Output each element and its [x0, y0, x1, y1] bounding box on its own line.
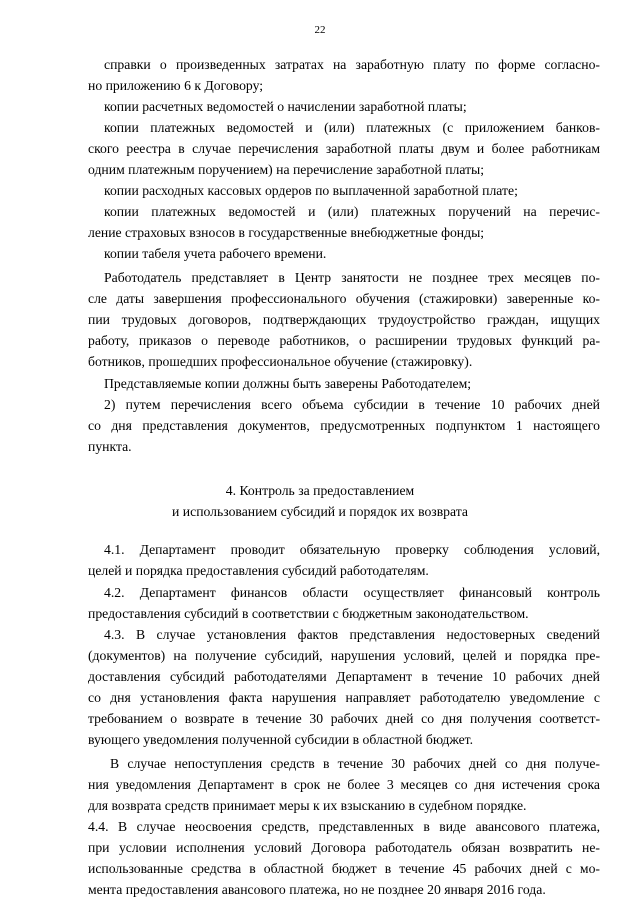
text-line: Представляемые копии должны быть заверены Работодателем;: [104, 376, 472, 391]
text-line: справки о произведенных затратах на заработную плату по форме согласно-: [104, 57, 600, 72]
text-line: ского реестра в случае перечисления заработной платы двум и более работникам: [88, 141, 600, 156]
text-line: 4.2. Департамент финансов области осуществляет финансовый контроль: [104, 585, 600, 600]
text-line: 4.1. Департамент проводит обязательную проверку соблюдения условий,: [104, 542, 600, 557]
text-line: ния уведомления Департамент в срок не более 3 месяцев со дня истечения срока: [88, 777, 600, 792]
text-line: ботников, прошедших профессиональное обучение (стажировку).: [88, 354, 473, 369]
text-line: ление страховых взносов в государственные внебюджетные фонды;: [88, 225, 485, 240]
text-line: 4.3. В случае установления фактов представления недостоверных сведений: [104, 627, 600, 642]
text-line: В случае непоступления средств в течение 30 рабочих дней со дня получе-: [110, 756, 600, 771]
text-line: доставления субсидий работодателями Департамент в течение 10 рабочих дней: [88, 669, 600, 684]
text-line: вующего уведомления полученной субсидии в областной бюджет.: [88, 732, 474, 747]
text-line: копии платежных ведомостей и (или) платежных поручений на перечис-: [104, 204, 600, 219]
text-line: со дня установления факта нарушения направляет работодателю уведомление с: [88, 690, 600, 705]
text-line: при условии исполнения условий Договора работодатель обязан возвратить не-: [88, 840, 600, 855]
text-line: 4.4. В случае неосвоения средств, представленных в виде авансового платежа,: [88, 819, 600, 834]
text-line: одним платежным поручением) на перечисление заработной платы;: [88, 162, 485, 177]
text-line: но приложению 6 к Договору;: [88, 78, 264, 93]
text-line: (документов) на получение субсидий, нарушения условий, целей и порядка пре-: [88, 648, 600, 663]
text-line: Работодатель представляет в Центр занятости не позднее трех месяцев по-: [104, 270, 600, 285]
text-line: копии расчетных ведомостей о начислении заработной платы;: [104, 99, 467, 114]
text-line: работу, приказов о переводе работников, о расширении трудовых функций ра-: [88, 333, 600, 348]
text-line: 2) путем перечисления всего объема субсидии в течение 10 рабочих дней: [104, 397, 600, 412]
text-line: требованием о возврате в течение 30 рабочих дней со дня получения соответст-: [88, 711, 600, 726]
text-line: мента предоставления авансового платежа, но не позднее 20 января 2016 года.: [88, 882, 546, 897]
text-line: сле даты завершения профессионального обучения (стажировки) заверенные ко-: [88, 291, 600, 306]
text-line: копии расходных кассовых ордеров по выплаченной заработной плате;: [104, 183, 518, 198]
text-line: копии платежных ведомостей и (или) платежных (с приложением банков-: [104, 120, 600, 135]
text-line: для возврата средств принимает меры к их взысканию в судебном порядке.: [88, 798, 527, 813]
page-number: 22: [314, 24, 326, 36]
text-line: целей и порядка предоставления субсидий работодателям.: [88, 563, 429, 578]
text-line: предоставления субсидий в соответствии с бюджетным законодательством.: [88, 606, 529, 621]
text-line: со дня представления документов, предусмотренных подпунктом 1 настоящего: [88, 418, 600, 433]
text-line: пии трудовых договоров, подтверждающих трудоустройство граждан, ищущих: [88, 312, 600, 327]
section-heading: и использованием субсидий и порядок их возврата: [172, 504, 468, 519]
text-line: пункта.: [88, 439, 132, 454]
text-line: копии табеля учета рабочего времени.: [104, 246, 327, 261]
text-line: использованные средства в областной бюджет в течение 45 рабочих дней с мо-: [88, 861, 600, 876]
section-heading: 4. Контроль за предоставлением: [225, 483, 415, 498]
